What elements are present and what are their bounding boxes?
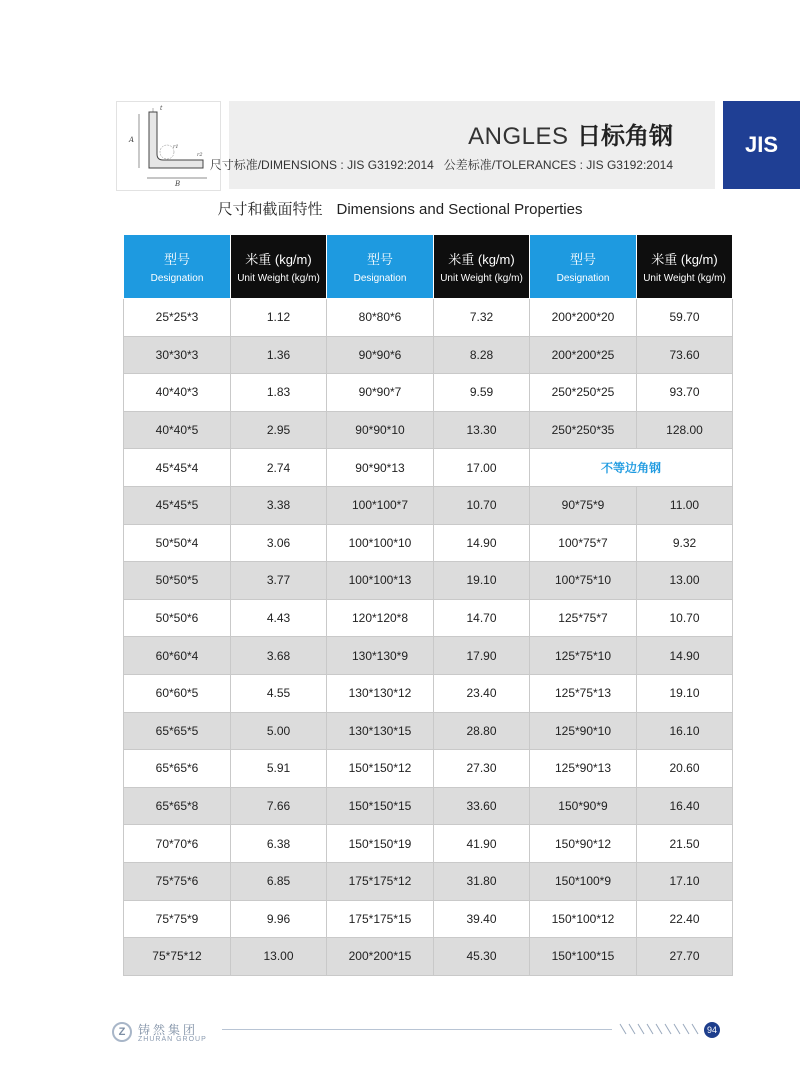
table-row <box>124 900 733 938</box>
cell-designation: 130*130*9 <box>327 637 434 675</box>
cell-designation: 150*90*9 <box>530 787 637 825</box>
cell-designation: 65*65*5 <box>124 712 231 750</box>
cell-designation: 175*175*12 <box>327 862 434 900</box>
cell-designation: 150*150*15 <box>327 787 434 825</box>
cell-designation: 100*75*10 <box>530 562 637 600</box>
cell-designation: 125*90*13 <box>530 750 637 788</box>
cell-weight: 19.10 <box>434 562 530 600</box>
cell-weight: 27.30 <box>434 750 530 788</box>
cell-weight: 2.74 <box>231 449 327 487</box>
cell-designation: 90*90*13 <box>327 449 434 487</box>
angles-table <box>123 234 733 976</box>
cell-weight: 3.06 <box>231 524 327 562</box>
table-row <box>124 712 733 750</box>
cell-weight: 7.32 <box>434 299 530 337</box>
table-header-row <box>124 235 733 299</box>
cell-weight: 14.70 <box>434 599 530 637</box>
page-number: 94 <box>704 1022 720 1038</box>
cell-designation: 130*130*15 <box>327 712 434 750</box>
header-designation-3: 型号 Designation <box>530 235 637 299</box>
table-row <box>124 486 733 524</box>
cell-designation: 100*100*10 <box>327 524 434 562</box>
cell-weight: 13.00 <box>637 562 733 600</box>
logo-mark-icon: Z <box>112 1022 132 1042</box>
cell-weight: 128.00 <box>637 411 733 449</box>
cell-weight: 7.66 <box>231 787 327 825</box>
diagram-label-t: t <box>160 105 163 112</box>
diagram-label-a: A <box>129 136 135 144</box>
cell-weight: 23.40 <box>434 674 530 712</box>
cell-designation: 90*75*9 <box>530 486 637 524</box>
table-row <box>124 862 733 900</box>
cell-weight: 73.60 <box>637 336 733 374</box>
cell-designation: 25*25*3 <box>124 299 231 337</box>
cell-weight: 3.38 <box>231 486 327 524</box>
cell-weight: 14.90 <box>434 524 530 562</box>
cell-weight: 13.00 <box>231 938 327 976</box>
subtitle-en: Dimensions and Sectional Properties <box>336 201 583 218</box>
cell-weight: 10.70 <box>434 486 530 524</box>
cell-weight: 9.59 <box>434 374 530 412</box>
logo-text-en: ZHURAN GROUP <box>138 1036 207 1043</box>
cell-weight: 4.55 <box>231 674 327 712</box>
cell-weight: 4.43 <box>231 599 327 637</box>
table-row <box>124 938 733 976</box>
cell-designation: 120*120*8 <box>327 599 434 637</box>
cell-weight: 17.90 <box>434 637 530 675</box>
cell-weight: 2.95 <box>231 411 327 449</box>
table-row <box>124 411 733 449</box>
cell-weight: 10.70 <box>637 599 733 637</box>
cell-weight: 8.28 <box>434 336 530 374</box>
cell-weight: 1.12 <box>231 299 327 337</box>
cell-designation: 125*75*7 <box>530 599 637 637</box>
cell-designation: 100*100*7 <box>327 486 434 524</box>
cell-weight: 14.90 <box>637 637 733 675</box>
cell-weight: 27.70 <box>637 938 733 976</box>
cell-designation: 150*90*12 <box>530 825 637 863</box>
cell-weight: 5.91 <box>231 750 327 788</box>
cell-weight: 21.50 <box>637 825 733 863</box>
cell-designation: 90*90*6 <box>327 336 434 374</box>
cell-designation: 250*250*35 <box>530 411 637 449</box>
table-row <box>124 374 733 412</box>
cell-designation: 75*75*9 <box>124 900 231 938</box>
cell-weight: 41.90 <box>434 825 530 863</box>
cell-weight: 9.32 <box>637 524 733 562</box>
cell-designation: 30*30*3 <box>124 336 231 374</box>
cell-designation: 125*75*10 <box>530 637 637 675</box>
cell-designation: 45*45*5 <box>124 486 231 524</box>
page-title <box>468 116 673 151</box>
angle-profile-drawing <box>117 102 220 190</box>
cell-weight: 59.70 <box>637 299 733 337</box>
header-designation-2: 型号 Designation <box>327 235 434 299</box>
diagram-label-r2: r2 <box>197 152 203 158</box>
cell-designation: 125*90*10 <box>530 712 637 750</box>
angle-section-diagram <box>116 101 221 191</box>
cell-weight: 11.00 <box>637 486 733 524</box>
table-row <box>124 637 733 675</box>
jis-badge: JIS <box>723 101 800 189</box>
cell-designation: 200*200*20 <box>530 299 637 337</box>
table-row <box>124 787 733 825</box>
diagram-label-r1: r1 <box>173 144 179 150</box>
title-en: ANGLES <box>468 123 569 150</box>
cell-weight: 1.36 <box>231 336 327 374</box>
cell-designation: 70*70*6 <box>124 825 231 863</box>
cell-designation: 150*150*19 <box>327 825 434 863</box>
footer-divider <box>222 1029 612 1030</box>
table-row <box>124 750 733 788</box>
cell-weight: 13.30 <box>434 411 530 449</box>
header-weight-3: 米重 (kg/m) Unit Weight (kg/m) <box>637 235 733 299</box>
cell-designation: 40*40*3 <box>124 374 231 412</box>
cell-designation: 200*200*15 <box>327 938 434 976</box>
cell-weight: 28.80 <box>434 712 530 750</box>
standards-line <box>210 156 673 173</box>
cell-weight: 39.40 <box>434 900 530 938</box>
table-row <box>124 524 733 562</box>
cell-weight: 9.96 <box>231 900 327 938</box>
cell-designation: 90*90*10 <box>327 411 434 449</box>
cell-designation: 200*200*25 <box>530 336 637 374</box>
cell-designation: 100*100*13 <box>327 562 434 600</box>
table-row <box>124 562 733 600</box>
table-row <box>124 299 733 337</box>
cell-designation: 45*45*4 <box>124 449 231 487</box>
table-row <box>124 336 733 374</box>
cell-designation: 150*100*9 <box>530 862 637 900</box>
cell-designation: 60*60*5 <box>124 674 231 712</box>
cell-weight: 17.00 <box>434 449 530 487</box>
cell-designation: 50*50*4 <box>124 524 231 562</box>
cell-weight: 3.77 <box>231 562 327 600</box>
cell-weight: 1.83 <box>231 374 327 412</box>
logo-text-cn: 铸然集团 <box>138 1023 199 1037</box>
cell-designation: 80*80*6 <box>327 299 434 337</box>
cell-designation: 75*75*6 <box>124 862 231 900</box>
subtitle-cn: 尺寸和截面特性 <box>217 201 323 218</box>
cell-designation: 150*100*15 <box>530 938 637 976</box>
cell-weight: 5.00 <box>231 712 327 750</box>
cell-weight: 22.40 <box>637 900 733 938</box>
table-row <box>124 674 733 712</box>
cell-designation: 125*75*13 <box>530 674 637 712</box>
cell-weight: 20.60 <box>637 750 733 788</box>
section-subtitle <box>0 198 800 219</box>
dimensions-standard: 尺寸标准/DIMENSIONS : JIS G3192:2014 <box>209 158 434 172</box>
cell-designation: 50*50*6 <box>124 599 231 637</box>
cell-designation: 60*60*4 <box>124 637 231 675</box>
table-row <box>124 825 733 863</box>
cell-designation: 75*75*12 <box>124 938 231 976</box>
cell-weight: 93.70 <box>637 374 733 412</box>
cell-designation: 175*175*15 <box>327 900 434 938</box>
cell-designation: 100*75*7 <box>530 524 637 562</box>
header-weight-1: 米重 (kg/m) Unit Weight (kg/m) <box>231 235 327 299</box>
header-band <box>209 101 715 189</box>
unequal-angles-section-title: 不等边角钢 <box>530 449 733 487</box>
cell-designation: 130*130*12 <box>327 674 434 712</box>
cell-designation: 65*65*6 <box>124 750 231 788</box>
cell-designation: 150*100*12 <box>530 900 637 938</box>
cell-weight: 31.80 <box>434 862 530 900</box>
title-cn: 日标角钢 <box>577 123 673 150</box>
table-row <box>124 599 733 637</box>
table-body <box>124 299 733 976</box>
cell-weight: 16.10 <box>637 712 733 750</box>
cell-designation: 50*50*5 <box>124 562 231 600</box>
cell-designation: 150*150*12 <box>327 750 434 788</box>
cell-weight: 17.10 <box>637 862 733 900</box>
cell-weight: 3.68 <box>231 637 327 675</box>
cell-weight: 33.60 <box>434 787 530 825</box>
tolerances-standard: 公差标准/TOLERANCES : JIS G3192:2014 <box>443 158 673 172</box>
cell-designation: 90*90*7 <box>327 374 434 412</box>
cell-weight: 6.85 <box>231 862 327 900</box>
cell-designation: 250*250*25 <box>530 374 637 412</box>
header-weight-2: 米重 (kg/m) Unit Weight (kg/m) <box>434 235 530 299</box>
table-row <box>124 449 733 487</box>
cell-designation: 40*40*5 <box>124 411 231 449</box>
cell-designation: 65*65*8 <box>124 787 231 825</box>
header-designation-1: 型号 Designation <box>124 235 231 299</box>
cell-weight: 6.38 <box>231 825 327 863</box>
cell-weight: 16.40 <box>637 787 733 825</box>
diagram-label-b: B <box>175 180 181 188</box>
cell-weight: 45.30 <box>434 938 530 976</box>
footer-hatch-decoration <box>618 1022 704 1036</box>
company-logo <box>112 1018 220 1048</box>
cell-weight: 19.10 <box>637 674 733 712</box>
